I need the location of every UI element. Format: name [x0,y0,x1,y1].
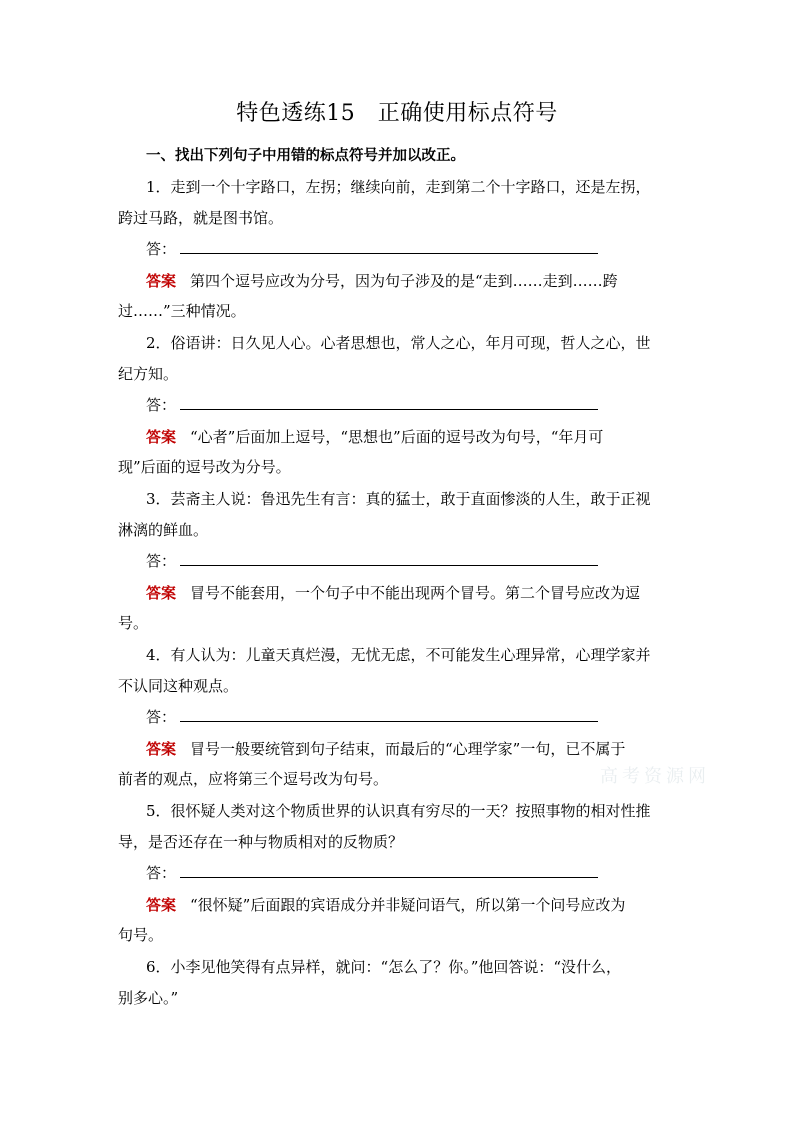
answer-3-line-2: 号。 [118,614,149,632]
answer-5-line-2: 句号。 [118,926,164,944]
answer-5-line-1: 答案 “很怀疑”后面跟的宾语成分并非疑问语气，所以第一个问号应改为 [146,896,626,914]
answer-field-3[interactable] [146,550,598,571]
answer-2-line-1: 答案 “心者”后面加上逗号，“思想也”后面的逗号改为句号，“年月可 [146,428,604,446]
watermark: 高考资源网 [600,766,710,787]
section-heading: 一、找出下列句子中用错的标点符号并加以改正。 [146,148,465,164]
answer-blank[interactable] [180,239,598,254]
answer-field-1[interactable] [146,238,598,259]
answer-field-2[interactable] [146,394,598,415]
answer-4-line-1: 答案 冒号一般要统管到句子结束，而最后的“心理学家”一句，已不属于 [146,740,626,758]
answer-1-line-2: 过……”三种情况。 [118,302,246,320]
question-2-line-1: 2．俗语讲：日久见人心。心者思想也，常人之心，年月可现，哲人之心，世 [146,334,651,352]
answer-blank[interactable] [180,551,598,566]
answer-label: 答案 [146,428,177,446]
answer-blank[interactable] [180,707,598,722]
answer-prompt: 答： [146,396,177,414]
answer-4-line-2: 前者的观点，应将第三个逗号改为句号。 [118,770,389,788]
answer-3-line-1: 答案 冒号不能套用，一个句子中不能出现两个冒号。第二个冒号应改为逗 [146,584,641,602]
question-5-line-1: 5．很怀疑人类对这个物质世界的认识真有穷尽的一天？按照事物的相对性推 [146,802,651,820]
question-6-line-1: 6．小李见他笑得有点异样，就问：“怎么了？你。”他回答说：“没什么， [146,958,622,976]
question-4-line-1: 4．有人认为：儿童天真烂漫，无忧无虑，不可能发生心理异常，心理学家并 [146,646,651,664]
question-5-line-2: 导，是否还存在一种与物质相对的反物质？ [118,833,404,851]
answer-blank[interactable] [180,395,598,410]
page-title: 特色透练15 正确使用标点符号 [236,101,558,126]
answer-prompt: 答： [146,240,177,258]
answer-prompt: 答： [146,552,177,570]
question-3-line-2: 淋漓的鲜血。 [118,521,209,539]
question-1-line-2: 跨过马路，就是图书馆。 [118,209,284,227]
answer-label: 答案 [146,584,177,602]
question-1-line-1: 1．走到一个十字路口，左拐；继续向前，走到第二个十字路口，还是左拐， [146,178,651,196]
answer-1-line-1: 答案 第四个逗号应改为分号，因为句子涉及的是“走到……走到……跨 [146,272,618,290]
answer-blank[interactable] [180,863,598,878]
answer-prompt: 答： [146,708,177,726]
question-6-line-2: 别多心。” [118,989,179,1007]
question-2-line-2: 纪方知。 [118,365,179,383]
question-4-line-2: 不认同这种观点。 [118,677,239,695]
question-3-line-1: 3．芸斋主人说：鲁迅先生有言：真的猛士，敢于直面惨淡的人生，敢于正视 [146,490,651,508]
answer-prompt: 答： [146,864,177,882]
answer-label: 答案 [146,896,177,914]
answer-field-5[interactable] [146,862,598,883]
answer-field-4[interactable] [146,706,598,727]
answer-label: 答案 [146,740,177,758]
answer-label: 答案 [146,272,177,290]
answer-2-line-2: 现”后面的逗号改为分号。 [118,458,291,476]
